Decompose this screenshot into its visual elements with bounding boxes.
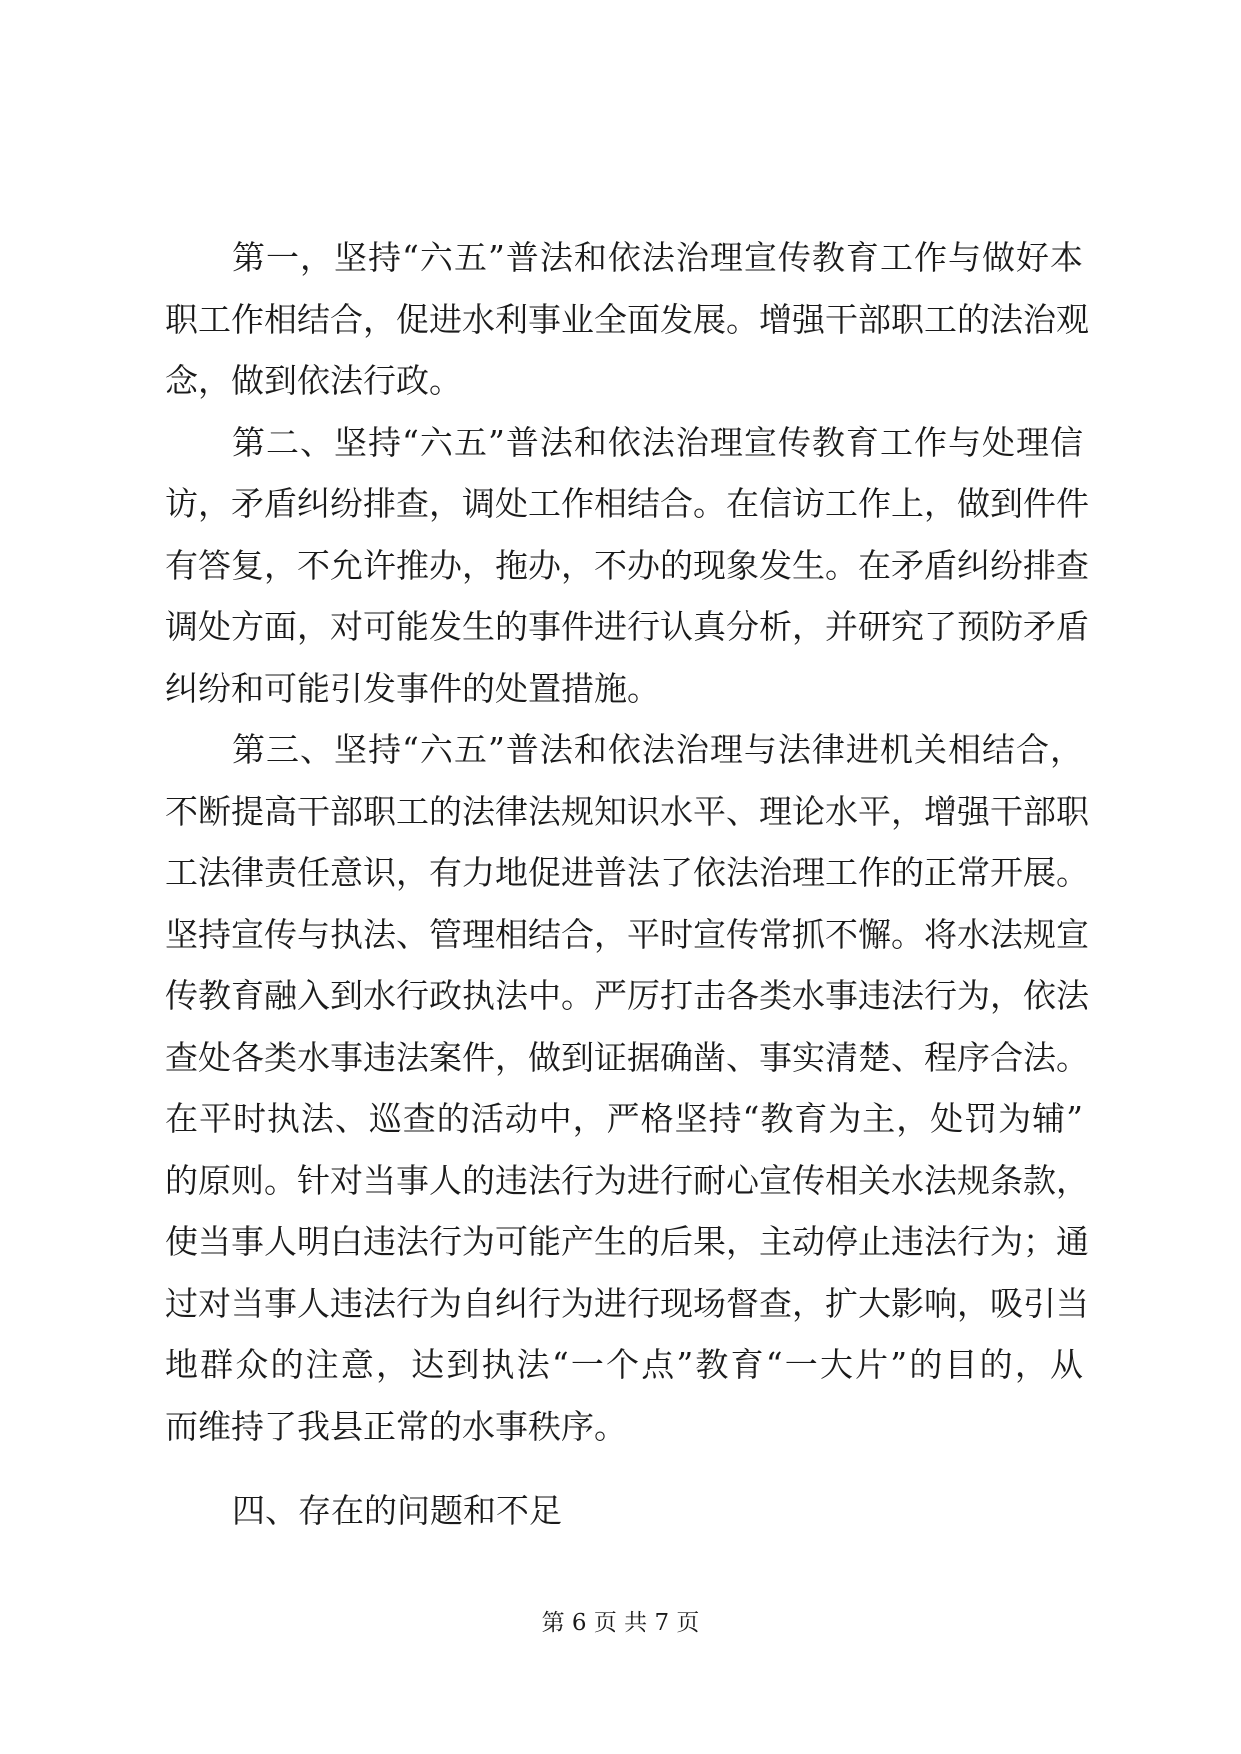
- paragraph-3-line-10: 过对当事人违法行为自纠行为进行现场督查，扩大影响，吸引当: [165, 1283, 1089, 1323]
- paragraph-2-line-5: 纠纷和可能引发事件的处置措施。: [165, 668, 660, 708]
- paragraph-3-line-5: 传教育融入到水行政执法中。严厉打击各类水事违法行为，依法: [165, 976, 1089, 1015]
- paragraph-3-line-1: 第三、坚持“六五”普法和依法治理与法律进机关相结合，: [232, 730, 1083, 769]
- paragraph-2-line-4: 调处方面，对可能发生的事件进行认真分析，并研究了预防矛盾: [165, 607, 1089, 646]
- document-body: [165, 227, 1089, 1457]
- paragraph-3-line-12: 而维持了我县正常的水事秩序。: [165, 1406, 627, 1446]
- paragraph-3-line-8: 的原则。针对当事人的违法行为进行耐心宣传相关水法规条款，: [165, 1160, 1089, 1200]
- paragraph-3-line-3: 工法律责任意识，有力地促进普法了依法治理工作的正常开展。: [165, 853, 1089, 892]
- paragraph-1-line-3: 念，做到依法行政。: [165, 361, 462, 400]
- paragraph-2-line-1: 第二、坚持“六五”普法和依法治理宣传教育工作与处理信: [232, 422, 1083, 462]
- paragraph-2-line-3: 有答复，不允许推办，拖办，不办的现象发生。在矛盾纠纷排查: [165, 545, 1089, 585]
- section-heading: 四、存在的问题和不足: [232, 1491, 562, 1530]
- paragraph-2-line-2: 访，矛盾纠纷排查，调处工作相结合。在信访工作上，做到件件: [165, 484, 1089, 523]
- paragraph-3-line-2: 不断提高干部职工的法律法规知识水平、理论水平，增强干部职: [165, 791, 1089, 831]
- page-number-label: 第 6 页 共 7 页: [541, 1610, 700, 1636]
- paragraph-3-line-4: 坚持宣传与执法、管理相结合，平时宣传常抓不懈。将水法规宣: [165, 914, 1089, 954]
- paragraph-1-line-2: 职工作相结合，促进水利事业全面发展。增强干部职工的法治观: [165, 299, 1089, 339]
- paragraph-1-line-1: 第一，坚持“六五”普法和依法治理宣传教育工作与做好本: [232, 238, 1083, 277]
- page-footer: [0, 1604, 1241, 1637]
- paragraph-3-line-11: 地群众的注意，达到执法“一个点”教育“一大片”的目的，从: [165, 1345, 1083, 1384]
- paragraph-3-line-6: 查处各类水事违法案件，做到证据确凿、事实清楚、程序合法。: [165, 1037, 1089, 1077]
- paragraph-3-line-9: 使当事人明白违法行为可能产生的后果，主动停止违法行为；通: [165, 1222, 1089, 1261]
- paragraph-3-line-7: 在平时执法、巡查的活动中，严格坚持“教育为主，处罚为辅”: [165, 1099, 1083, 1138]
